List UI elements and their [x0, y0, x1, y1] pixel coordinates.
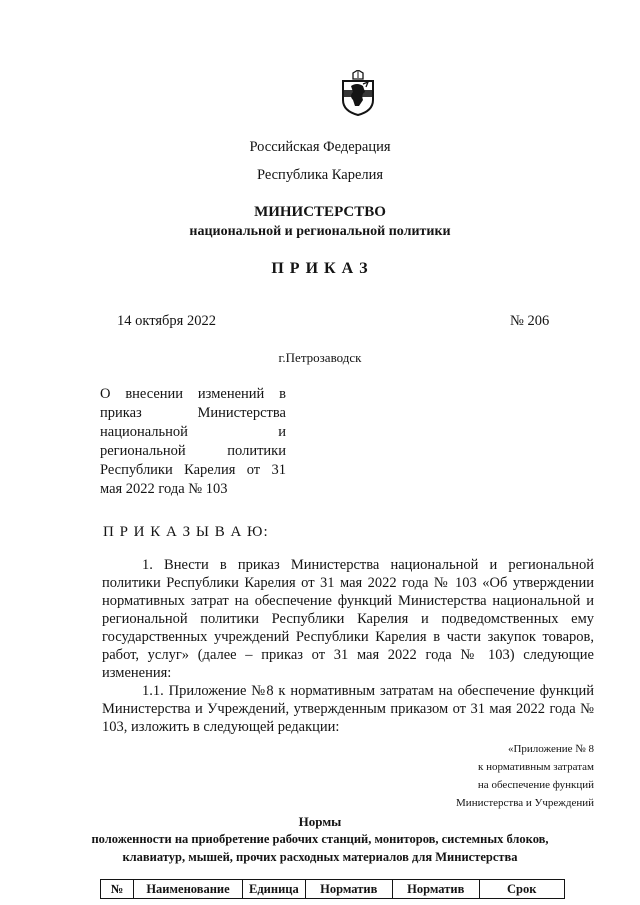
order-body — [102, 556, 594, 736]
city-name: г.Петрозаводск — [278, 350, 362, 365]
norms-subtitle-2: клавиатур, мышей, прочих расходных материалов для Министерства — [122, 850, 518, 864]
document-type: П Р И К А З — [271, 260, 369, 277]
appendix-note-line: к нормативным затратам — [478, 761, 594, 773]
order-item-1: 1. Внести в приказ Министерства национальной и региональной политики Республики Карелия от 31 мая 2022 года № 103 «Об утверждении нормативных затрат на обеспечение функций Министерства национальной и региональной политики Республики Карелия и подведомственных ему государственных учреждений Республики Карелия в части закупок товаров, работ, услуг» (далее – приказ от 31 мая 2022 года № 103) следующие изменения: — [102, 557, 594, 681]
norms-title: Нормы — [298, 814, 342, 829]
ministry-subtitle: национальной и региональной политики — [189, 224, 451, 239]
appendix-note-line: Министерства и Учреждений — [456, 797, 594, 809]
table-header-cell: Норматив — [305, 880, 392, 899]
order-item-1-1: 1.1. Приложение №8 к нормативным затратам на обеспечение функций Министерства и Учреждений, утвержденным приказом от 31 мая 2022 года № 103, изложить в следующей редакции: — [102, 683, 594, 735]
norms-subtitle-1: положенности на приобретение рабочих станций, мониторов, системных блоков, — [91, 832, 549, 846]
appendix-note — [354, 740, 594, 812]
document-number: № 206 — [510, 313, 550, 329]
norms-table-header — [100, 879, 565, 899]
table-header-cell: Норматив — [392, 880, 479, 899]
table-header-cell: Наименование — [134, 880, 243, 899]
table-header-cell: № — [101, 880, 134, 899]
document-date: 14 октября 2022 — [117, 313, 216, 329]
appendix-note-line: на обеспечение функций — [477, 779, 594, 791]
table-header-cell: Единица — [243, 880, 306, 899]
order-word: П Р И К А З Ы В А Ю: — [103, 524, 269, 540]
appendix-note-line: «Приложение № 8 — [507, 743, 594, 755]
coat-of-arms-emblem — [341, 70, 375, 116]
country-name: Российская Федерация — [249, 139, 391, 155]
order-subject: О внесении изменений в приказ Министерства национальной и региональной политики Республики Карелия от 31 мая 2022 года № 103 — [100, 386, 286, 497]
ministry-title: МИНИСТЕРСТВО — [254, 204, 386, 220]
table-header-cell: Срок — [479, 880, 564, 899]
republic-name: Республика Карелия — [256, 167, 384, 183]
